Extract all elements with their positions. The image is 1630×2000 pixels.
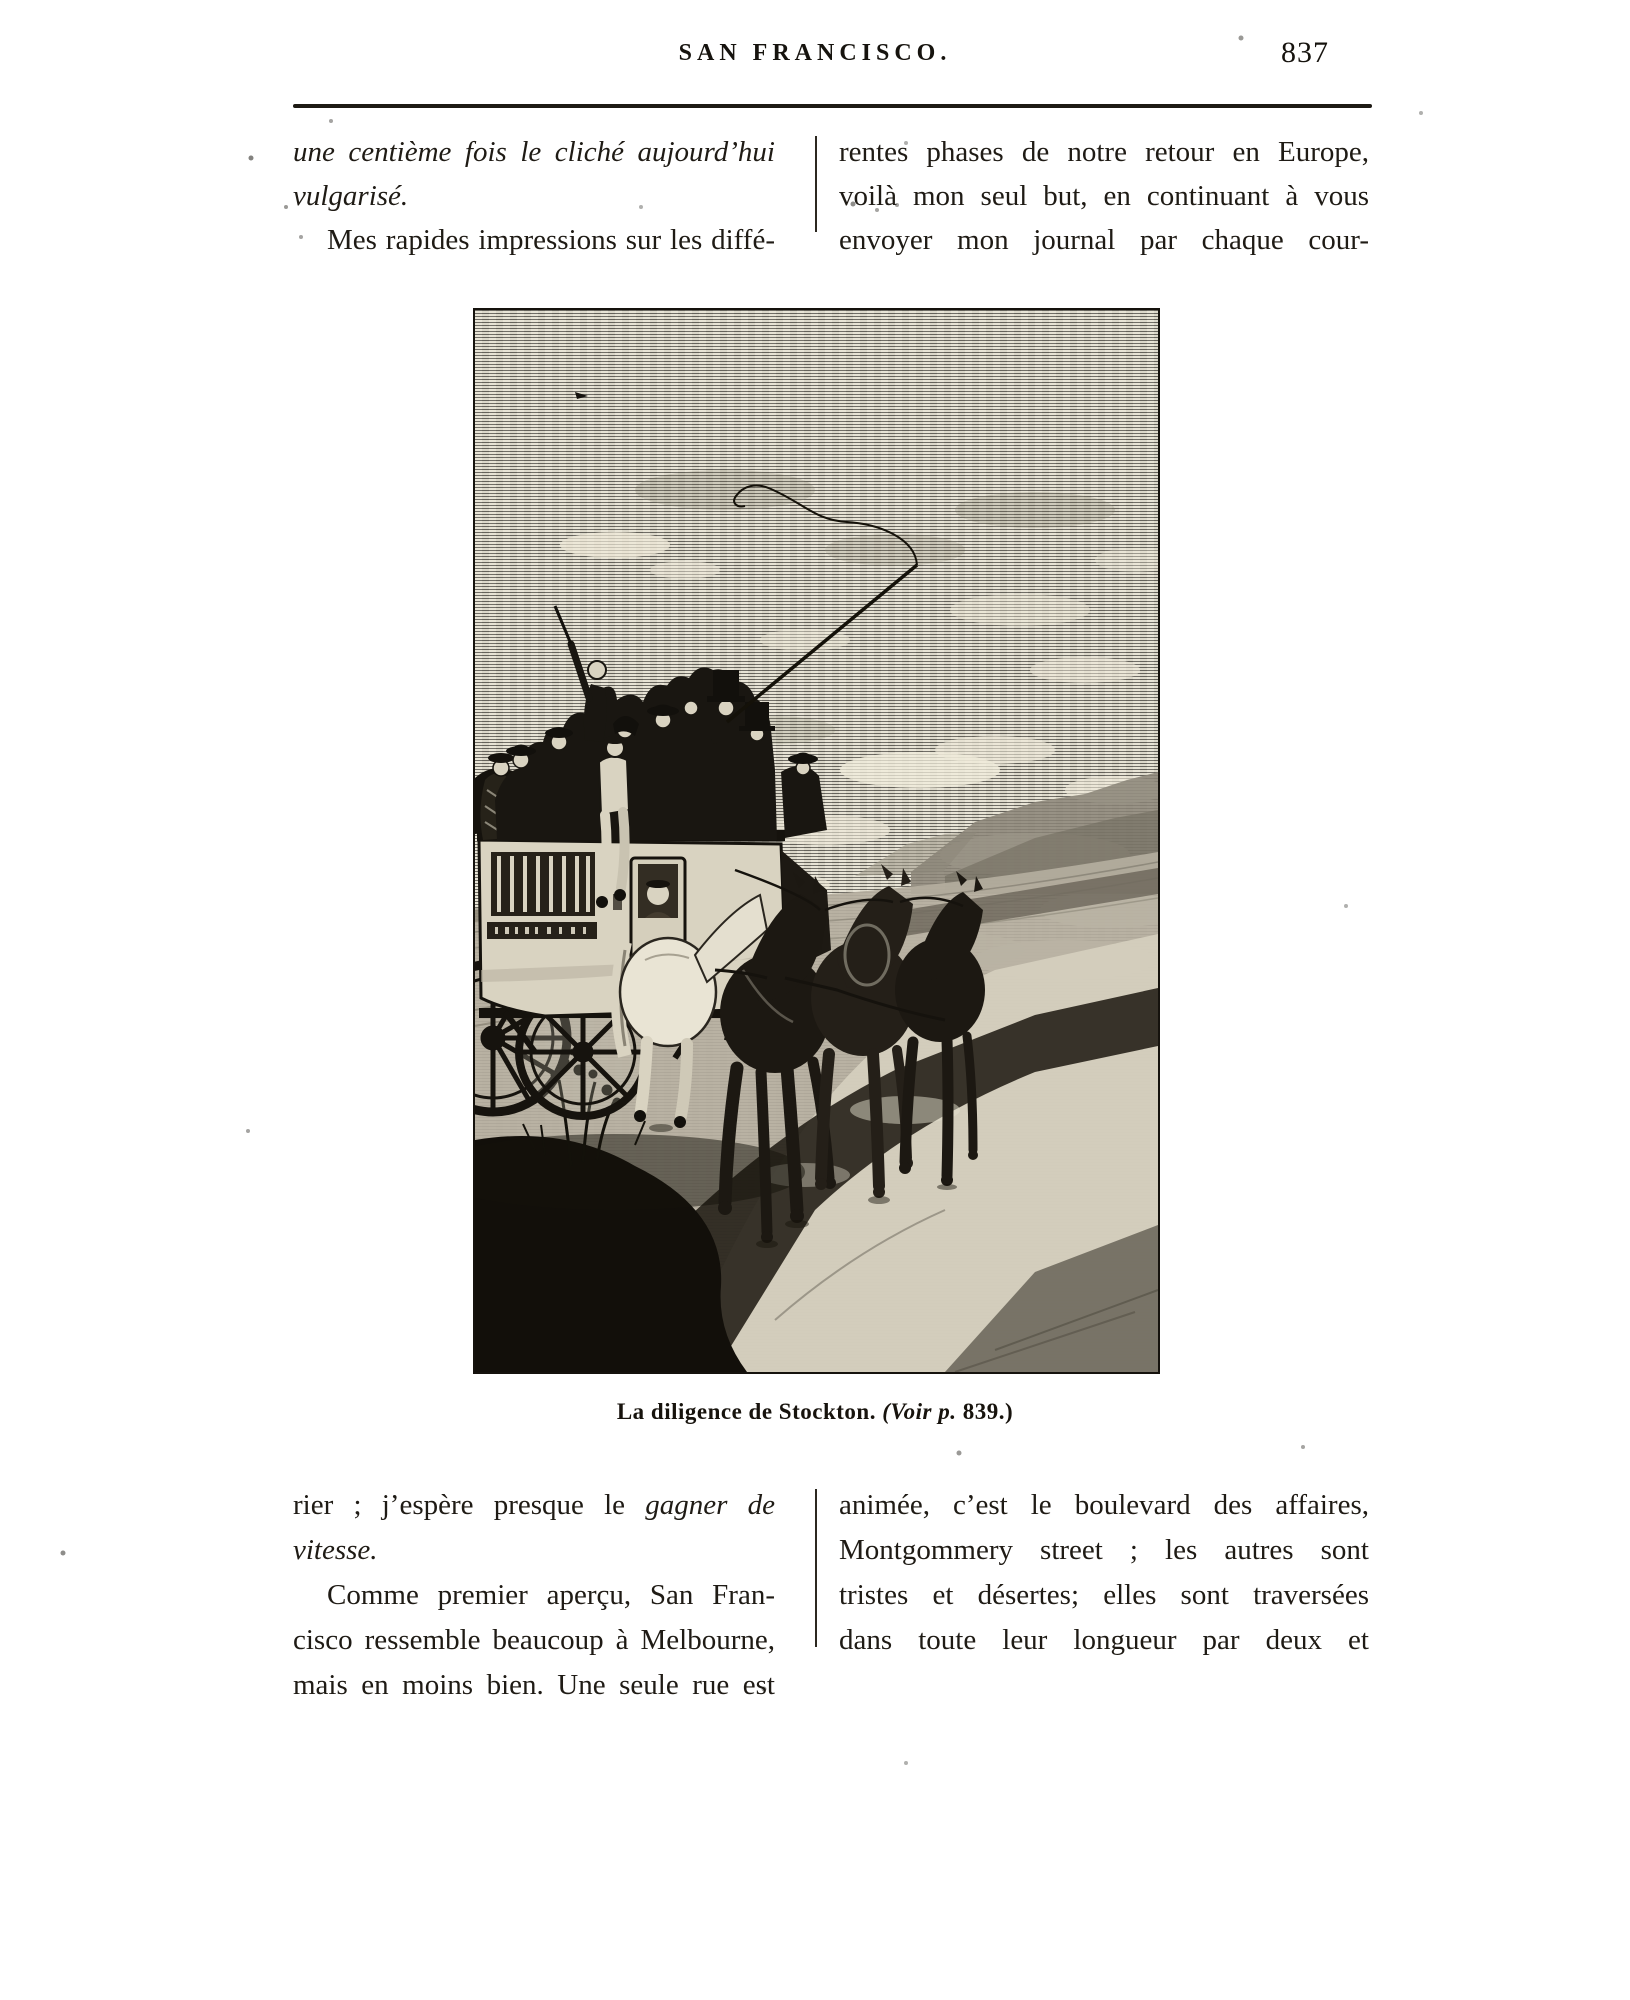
caption-reference-page: 839.)	[962, 1399, 1014, 1424]
text-line: mais en moins bien. Une seule rue est	[293, 1669, 775, 1701]
caption-reference: (Voir p.	[882, 1399, 957, 1424]
running-title: SAN FRANCISCO.	[678, 40, 952, 66]
text-line: cisco ressemble beaucoup à Melbourne,	[293, 1624, 775, 1656]
text-line: tristes et désertes; elles sont traversées	[839, 1579, 1369, 1611]
text-line: envoyer mon journal par chaque cour-	[839, 224, 1369, 256]
text-line: voilà mon seul but, en continuant à vous	[839, 180, 1369, 212]
boot-rider	[781, 753, 827, 839]
text-line: Comme premier aperçu, San Fran-	[327, 1579, 775, 1611]
bottom-left-column	[293, 1483, 775, 1708]
column-divider	[815, 1489, 817, 1647]
text-line	[293, 1483, 775, 1573]
column-divider	[815, 136, 817, 232]
caption-text: La diligence de Stockton.	[616, 1399, 876, 1424]
text-line: une centième fois le cliché aujourd’hui	[293, 136, 775, 168]
top-hat-icon	[713, 670, 739, 700]
bottom-right-column	[839, 1483, 1369, 1663]
text-line: animée, c’est le boulevard des affaires,	[839, 1489, 1369, 1521]
top-text-block	[293, 130, 1373, 262]
engraving-drawing	[475, 310, 1158, 1372]
sky-speck	[575, 392, 588, 399]
top-left-column	[293, 130, 775, 262]
text-line: dans toute leur longueur par deux et	[839, 1624, 1369, 1656]
header-rule	[293, 104, 1372, 108]
text-line: vulgarisé.	[293, 180, 409, 212]
bottom-text-block	[293, 1483, 1373, 1708]
text-segment-italic: gagner de vitesse.	[293, 1489, 776, 1566]
text-line: Montgommery street ; les autres sont	[839, 1534, 1369, 1566]
whip-shaft	[727, 565, 917, 722]
coach-lettering-band	[487, 922, 597, 939]
whip	[727, 485, 917, 722]
illustration-caption	[0, 1399, 1630, 1425]
raised-stick	[555, 606, 571, 644]
scan-specks	[0, 0, 2, 2]
text-line: rentes phases de notre retour en Europe,	[839, 136, 1369, 168]
page-number: 837	[1281, 36, 1329, 69]
stockton-stagecoach-engraving	[473, 308, 1160, 1374]
barred-window	[491, 852, 595, 916]
text-line: Mes rapides impressions sur les diffé-	[327, 224, 775, 256]
text-segment: rier ; j’espère presque le	[293, 1489, 626, 1521]
top-right-column	[839, 130, 1369, 262]
